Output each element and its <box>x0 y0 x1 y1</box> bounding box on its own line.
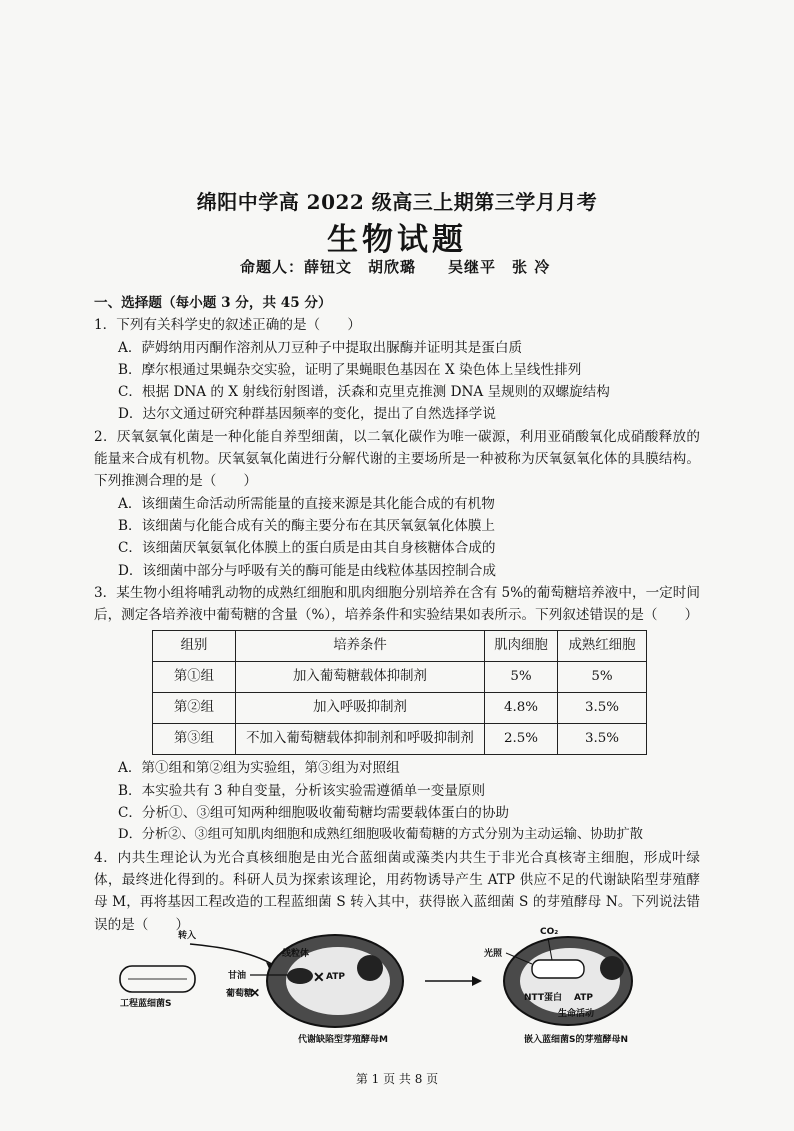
table-cell: 4.8% <box>485 693 558 724</box>
atp-m-label: ATP <box>326 972 346 982</box>
endosymbiosis-diagram <box>100 926 700 1052</box>
table-cell: 加入呼吸抑制剂 <box>236 693 485 724</box>
table-cell: 不加入葡萄糖载体抑制剂和呼吸抑制剂 <box>236 724 485 755</box>
q2-option-b: B．该细菌与化能合成有关的酶主要分布在其厌氧氨氧化体膜上 <box>118 517 496 534</box>
transfer-arrow <box>190 944 275 966</box>
table-header: 成熟红细胞 <box>558 631 647 662</box>
question-4-stem: 4．内共生理论认为光合真核细胞是由光合蓝细菌或藻类内共生于非光合真核寄主细胞，形成叶绿体，最终进化得到的。科研人员为探索该理论，用药物诱导产生 ATP 供应不足的代谢缺陷型芽殖酵母 M，再将基因工程改造的工程蓝细菌 S 转入其中，获得嵌入蓝细菌 S 的芽殖酵母 N。下列说法错误的是（ ） <box>94 849 700 933</box>
question-content <box>94 292 700 936</box>
glucose-blocked-x-icon: ✕ <box>250 986 261 1000</box>
embedded-cyanobacterium <box>532 960 584 978</box>
q2-option-a: A．该细菌生命活动所需能量的直接来源是其化能合成的有机物 <box>118 495 495 512</box>
question-3-stem: 3．某生物小组将哺乳动物的成熟红细胞和肌肉细胞分别培养在含有 5%的葡萄糖培养液中，一定时间后，测定各培养液中葡萄糖的含量（%），培养条件和实验结果如表所示。下列叙述错误的是（ ） <box>94 584 700 624</box>
transfer-label: 转入 <box>178 931 197 941</box>
table-cell: 3.5% <box>558 724 647 755</box>
yeast-m-label: 代谢缺陷型芽殖酵母M <box>298 1035 388 1045</box>
nucleus <box>600 956 624 980</box>
q3-option-c: C．分析①、③组可知两种细胞吸收葡萄糖均需要载体蛋白的协助 <box>118 805 510 822</box>
page-number: 第 1 页 共 8 页 <box>355 1072 439 1086</box>
table-cell: 5% <box>485 662 558 693</box>
glucose-label: 葡萄糖 <box>226 989 254 999</box>
mito-label: 线粒体 <box>282 949 310 959</box>
results-table <box>152 630 647 755</box>
table-row <box>153 724 647 755</box>
table-header: 组别 <box>153 631 236 662</box>
question-2-stem: 2．厌氧氨氧化菌是一种化能自养型细菌，以二氧化碳作为唯一碳源，利用亚硝酸氧化成硝酸释放的能量来合成有机物。厌氧氨氧化菌进行分解代谢的主要场所是一种被称为厌氧氨氧化体的具膜结构。下列推测合理的是（ ） <box>94 428 700 490</box>
q1-option-a: A．萨姆纳用丙酮作溶剂从刀豆种子中提取出脲酶并证明其是蛋白质 <box>118 339 523 356</box>
table-row <box>153 693 647 724</box>
light-label: 光照 <box>484 949 503 959</box>
table-cell: 3.5% <box>558 693 647 724</box>
table-row <box>153 662 647 693</box>
table-cell: 加入葡萄糖载体抑制剂 <box>236 662 485 693</box>
blocked-x-icon: ✕ <box>313 970 325 986</box>
q2-option-d: D．该细菌中部分与呼吸有关的酶可能是由线粒体基因控制合成 <box>118 562 496 579</box>
table-cell: 2.5% <box>485 724 558 755</box>
table-cell: 5% <box>558 662 647 693</box>
yeast-n-label: 嵌入蓝细菌S的芽殖酵母N <box>524 1035 629 1045</box>
ntt-label: NTT蛋白 <box>524 993 563 1003</box>
table-header: 肌肉细胞 <box>485 631 558 662</box>
authors-line: 命题人：薛钮文 胡欣璐 吴继平 张 冷 <box>240 258 551 276</box>
q1-option-c: C．根据 DNA 的 X 射线衍射图谱，沃森和克里克推测 DNA 呈规则的双螺旋结构 <box>118 384 610 401</box>
q1-option-d: D．达尔文通过研究种群基因频率的变化，提出了自然选择学说 <box>118 406 496 423</box>
table-cell: 第③组 <box>153 724 236 755</box>
q3-option-a: A．第①组和第②组为实验组，第③组为对照组 <box>118 760 400 777</box>
nucleus <box>357 955 383 981</box>
glycerol-label: 甘油 <box>228 971 247 981</box>
yeast-n-cytoplasm <box>520 948 620 1014</box>
atp-n-label: ATP <box>574 993 594 1003</box>
q1-option-b: B．摩尔根通过果蝇杂交实验，证明了果蝇眼色基因在 X 染色体上呈线性排列 <box>118 361 582 378</box>
table-header-row <box>153 631 647 662</box>
arrow-head <box>472 976 482 986</box>
mitochondrion <box>287 968 313 984</box>
table-cell: 第①组 <box>153 662 236 693</box>
subject-title: 生物试题 <box>327 222 467 258</box>
q3-option-d: D．分析②、③组可知肌肉细胞和成熟红细胞吸收葡萄糖的方式分别为主动运输、协助扩散 <box>118 827 643 843</box>
table-cell: 第②组 <box>153 693 236 724</box>
co2-label: CO₂ <box>540 927 559 937</box>
life-activity-label: 生命活动 <box>558 1009 595 1019</box>
engineered-label: 工程蓝细菌S <box>120 999 172 1009</box>
q3-option-b: B．本实验共有 3 种自变量，分析该实验需遵循单一变量原则 <box>118 782 486 799</box>
q2-option-c: C．该细菌厌氧氨氧化体膜上的蛋白质是由其自身核糖体合成的 <box>118 540 496 557</box>
table-header: 培养条件 <box>236 631 485 662</box>
question-1-stem: 1．下列有关科学史的叙述正确的是（ ） <box>94 317 361 334</box>
section-heading: 一、选择题（每小题 3 分，共 45 分） <box>94 295 332 311</box>
school-title: 绵阳中学高 2022 级高三上期第三学月月考 <box>196 190 598 214</box>
